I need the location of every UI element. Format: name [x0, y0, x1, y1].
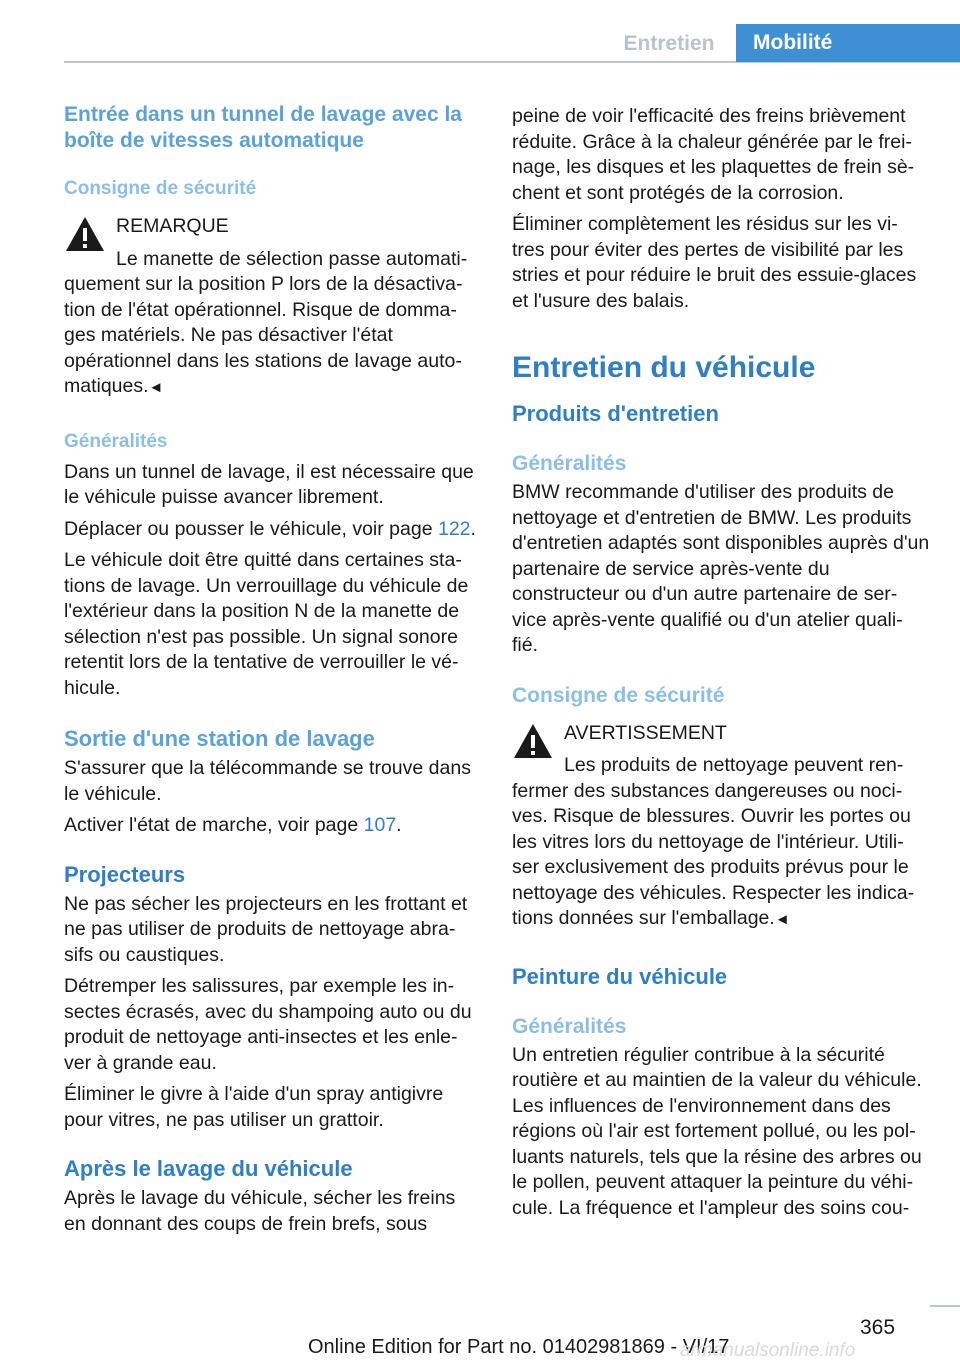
heading-safety-notice: Consigne de sécurité	[512, 683, 725, 707]
warning-triangle-icon	[512, 722, 554, 760]
left-column	[64, 102, 482, 1237]
paragraph: Éliminer complètement les résidus sur les vi‐ tres pour éviter des pertes de visibilité par les stries et pour réduire le bruit des essuie-glaces et l'usure des balais.	[512, 213, 917, 312]
heading-general: Généralités	[512, 1014, 627, 1038]
page-link-122[interactable]: 122	[437, 517, 471, 540]
end-marker-icon: ◄	[774, 911, 790, 928]
paragraph: Ne pas sécher les projecteurs en les frottant et ne pas utiliser de produits de nettoyage abra‐ sifs ou caustiques.	[64, 892, 468, 966]
end-marker-icon: ◄	[148, 379, 164, 396]
warning-first-line: Le manette de sélection passe automati‐	[116, 247, 468, 270]
warning-notice	[512, 721, 932, 933]
warning-triangle-icon	[64, 215, 106, 253]
heading-after-wash: Après le lavage du véhicule	[64, 1156, 353, 1181]
chapter-title: Entretien du véhicule	[512, 351, 816, 384]
paragraph: Détremper les salissures, par exemple les in‐ sectes écrasés, avec du shampoing auto ou du produit de nettoyage anti-insectes et les enle‐ ver à grande eau.	[64, 975, 472, 1074]
paragraph: Un entretien régulier contribue à la sécurité routière et au maintien de la valeur du véhicule. Les influences de l'environnement dans des régions où l'air est fortement pollué, ou les pol‐ luants naturels, tels que la résine des arbres ou le pollen, peuvent attaquer la peinture du véhi‐ cule. La fréquence et l'ampleur des soins cou‐	[512, 1043, 922, 1219]
heading-general: Généralités	[512, 452, 627, 475]
warning-text: quement sur la position P lors de la désactiva‐ tion de l'état opérationnel. Risque de domma‐ ges matériels. Ne pas désactiver l'état opérationnel dans les stations de lavage auto‐ matiques.◄	[64, 273, 463, 397]
tab-mobilite[interactable]: Mobilité	[736, 24, 960, 62]
section-title-car-wash-tunnel: Entrée dans un tunnel de lavage avec la boîte de vitesses automatique	[64, 103, 462, 152]
warning-notice	[64, 214, 482, 401]
paragraph: Le véhicule doit être quitté dans certaines sta‐ tions de lavage. Un verrouillage du véhicule de l'extérieur dans la position N de la manette de sélection n'est pas possible. Un signal sonore retentit lors de la tentative de verrouiller le vé‐ hicule.	[64, 549, 469, 699]
heading-projectors: Projecteurs	[64, 861, 186, 887]
paragraph: S'assurer que la télécommande se trouve dans le véhicule.	[64, 757, 471, 805]
paragraph: Activer l'état de marche, voir page 107.	[64, 814, 402, 836]
paragraph: BMW recommande d'utiliser des produits de nettoyage et d'entretien de BMW. Les produits d'entretien adaptés sont disponibles auprès d'un partenaire de service après-vente du constructeur ou d'un autre partenaire de ser‐ vice après-vente qualifié ou d'un atelier quali‐ fié.	[512, 481, 930, 656]
paragraph: peine de voir l'efficacité des freins brièvement réduite. Grâce à la chaleur générée par le frei‐ nage, les disques et les plaquettes de frein sè‐ chent et sont protégés de la corrosion.	[512, 105, 915, 204]
paragraph: Déplacer ou pousser le véhicule, voir page 122.	[64, 517, 476, 540]
heading-safety-notice: Consigne de sécurité	[64, 178, 257, 199]
warning-text: fermer des substances dangereuses ou noci‐ ves. Risque de blessures. Ouvrir les portes ou les vitres lors du nettoyage de l'intérieur. Utili‐ ser exclusivement des produits prévus pour le nettoyage des véhicules. Respecter les indica‐ tions données sur l'emballage.◄	[512, 779, 915, 929]
warning-first-line: Les produits de nettoyage peuvent ren‐	[564, 754, 904, 776]
warning-label: REMARQUE	[116, 215, 229, 237]
tab-entretien[interactable]: Entretien	[623, 32, 715, 55]
watermark: armanualsonline.info	[680, 1340, 856, 1361]
heading-general: Généralités	[64, 430, 168, 452]
paragraph: Dans un tunnel de lavage, il est nécessaire que le véhicule puisse avancer librement.	[64, 460, 474, 508]
page-number: 365	[860, 1316, 896, 1339]
heading-vehicle-paint: Peinture du véhicule	[512, 963, 728, 989]
heading-care-products: Produits d'entretien	[512, 401, 719, 426]
warning-label: AVERTISSEMENT	[564, 721, 727, 744]
edition-footer: Online Edition for Part no. 01402981869 - VI/17	[308, 1336, 730, 1358]
footer-rule	[930, 1305, 960, 1307]
paragraph: Après le lavage du véhicule, sécher les freins en donnant des coups de frein brefs, sous	[64, 1187, 456, 1235]
heading-exit-car-wash: Sortie d'une station de lavage	[64, 726, 375, 751]
paragraph: Éliminer le givre à l'aide d'un spray antigivre pour vitres, ne pas utiliser un grattoir.	[64, 1083, 444, 1131]
page-link-107[interactable]: 107	[363, 814, 397, 836]
right-column	[512, 104, 932, 1221]
